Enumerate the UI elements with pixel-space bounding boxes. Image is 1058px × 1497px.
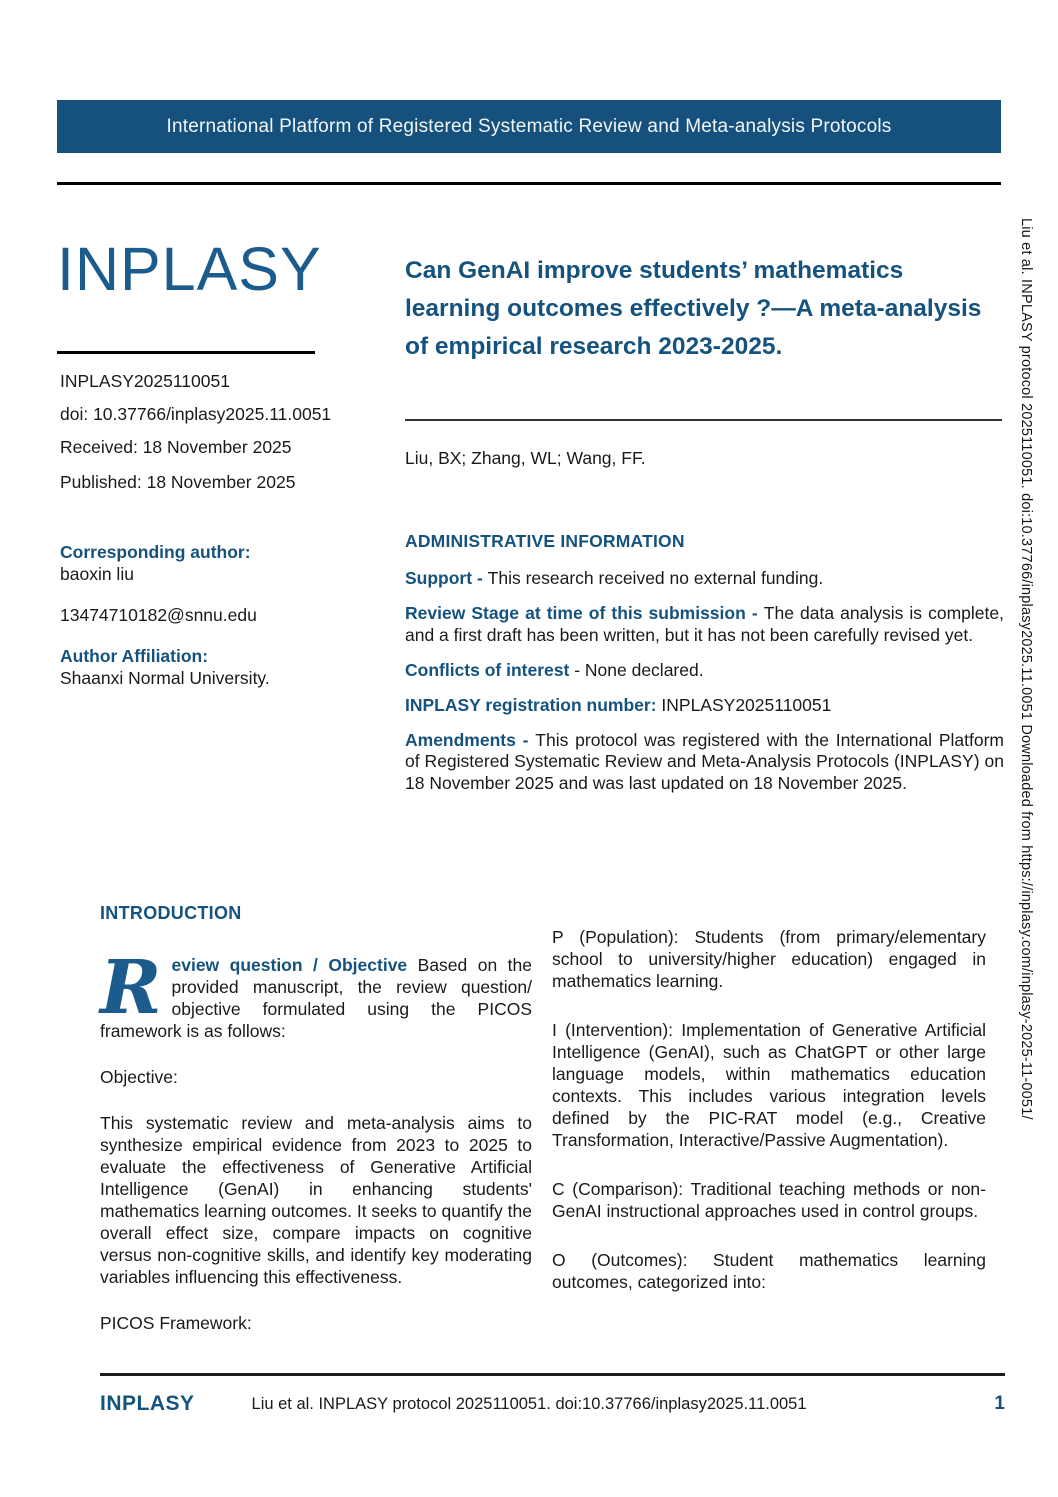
title-divider xyxy=(405,419,1002,421)
received-date: Received: 18 November 2025 xyxy=(60,437,292,457)
admin-text: None declared. xyxy=(584,659,704,680)
introduction-left-column xyxy=(100,903,532,1358)
introduction-heading: INTRODUCTION xyxy=(100,903,242,923)
vertical-citation-sidebar: Liu et al. INPLASY protocol 2025110051. doi:10.37766/inplasy2025.11.0051 Downloaded from https://inplasy.com/inplasy-2025-11-0051/ xyxy=(1018,218,1034,1120)
corresponding-author-block xyxy=(60,541,270,689)
admin-item-support xyxy=(405,568,1004,590)
admin-label: Review Stage at time of this submission xyxy=(405,603,746,623)
inplasy-logo xyxy=(57,234,322,304)
admin-label: INPLASY registration number: xyxy=(405,694,657,715)
admin-item-conflicts xyxy=(405,660,1004,682)
admin-label: Conflicts of interest xyxy=(405,659,570,680)
published-date: Published: 18 November 2025 xyxy=(60,472,296,492)
objective-paragraph: This systematic review and meta-analysis aims to synthesize empirical evidence from 2023 to 2025 to evaluate the effectiveness of Generative Artificial Intelligence (GenAI) in enhancing students' mathematics learning outcomes. It seeks to quantify the overall effect size, compare impacts on cognitive versus non-cognitive skills, and identify key moderating variables influencing this effectiveness. xyxy=(100,1113,532,1287)
article-title xyxy=(405,252,983,366)
admin-label: Amendments xyxy=(405,729,516,750)
footer-citation: Liu et al. INPLASY protocol 2025110051. doi:10.37766/inplasy2025.11.0051 xyxy=(251,1394,807,1413)
admin-text: The data analysis is complete, and a first draft has been written, but it has not been carefully revised yet. xyxy=(405,603,1004,645)
review-question-paragraph xyxy=(100,945,533,1042)
top-divider xyxy=(57,182,1001,185)
spacer xyxy=(60,585,270,604)
objective-label: Objective: xyxy=(100,1067,178,1087)
admin-sep: - xyxy=(569,659,585,680)
article-title-text: Can GenAI improve students’ mathematics learning outcomes effectively ?—A meta-analysis of empirical research 2023-2025. xyxy=(405,257,982,360)
corresponding-author-label: Corresponding author: xyxy=(60,542,251,562)
admin-label: Support xyxy=(405,568,473,588)
protocol-meta xyxy=(60,371,331,505)
footer-divider xyxy=(100,1373,1005,1376)
administrative-information xyxy=(405,531,1004,808)
corresponding-author-email: 13474710182@snnu.edu xyxy=(60,605,257,625)
picos-population: P (Population): Students (from primary/elementary school to university/higher education) engaged in mathematics learning. xyxy=(552,927,986,991)
review-question-label: eview question / Objective xyxy=(171,955,418,975)
banner-title: International Platform of Registered Systematic Review and Meta-analysis Protocols xyxy=(166,115,892,137)
spacer xyxy=(60,626,270,645)
picos-intervention: I (Intervention): Implementation of Generative Artificial Intelligence (GenAI), such as ChatGPT or other large language models, within mathematics education contexts. This includes various integration levels defined by the PIC-RAT model (e.g., Creative Transformation, Interactive/Passive Augmentation). xyxy=(552,1020,986,1150)
page-number: 1 xyxy=(994,1393,1005,1414)
dropcap-r: R xyxy=(100,945,162,1031)
introduction-right-column xyxy=(552,926,986,1320)
admin-sep: - xyxy=(472,568,488,588)
page-footer xyxy=(100,1392,1005,1416)
doi: doi: 10.37766/inplasy2025.11.0051 xyxy=(60,404,332,424)
picos-outcomes: O (Outcomes): Student mathematics learning outcomes, categorized into: xyxy=(552,1250,986,1292)
journal-banner xyxy=(57,100,1001,153)
affiliation-label: Author Affiliation: xyxy=(60,646,209,666)
admin-sep: - xyxy=(515,729,536,750)
corresponding-author-name: baoxin liu xyxy=(60,564,134,584)
footer-logo: INPLASY xyxy=(100,1392,195,1415)
admin-sep: - xyxy=(745,603,764,623)
authors-line: Liu, BX; Zhang, WL; Wang, FF. xyxy=(405,448,646,468)
affiliation-value: Shaanxi Normal University. xyxy=(60,668,270,688)
picos-comparison: C (Comparison): Traditional teaching methods or non-GenAI instructional approaches used in control groups. xyxy=(552,1179,986,1221)
admin-text: This protocol was registered with the International Platform of Registered Systematic Review and Meta-Analysis Protocols (INPLASY) on 18 November 2025 and was last updated on 18 November 2025. xyxy=(405,729,1004,793)
admin-item-registration xyxy=(405,695,1004,717)
admin-item-review-stage xyxy=(405,603,1004,646)
admin-text: INPLASY2025110051 xyxy=(661,694,832,715)
inplasy-logo-text: INPLASY xyxy=(57,235,322,303)
registration-id: INPLASY2025110051 xyxy=(60,371,230,391)
admin-text: This research received no external funding. xyxy=(487,568,824,588)
review-question-text: Based on the provided manuscript, the review question/ objective formulated using the PICOS framework is as follows: xyxy=(100,955,533,1041)
admin-heading: ADMINISTRATIVE INFORMATION xyxy=(405,531,685,551)
picos-framework-label: PICOS Framework: xyxy=(100,1313,252,1333)
admin-item-amendments xyxy=(405,730,1004,795)
logo-divider xyxy=(57,351,315,354)
